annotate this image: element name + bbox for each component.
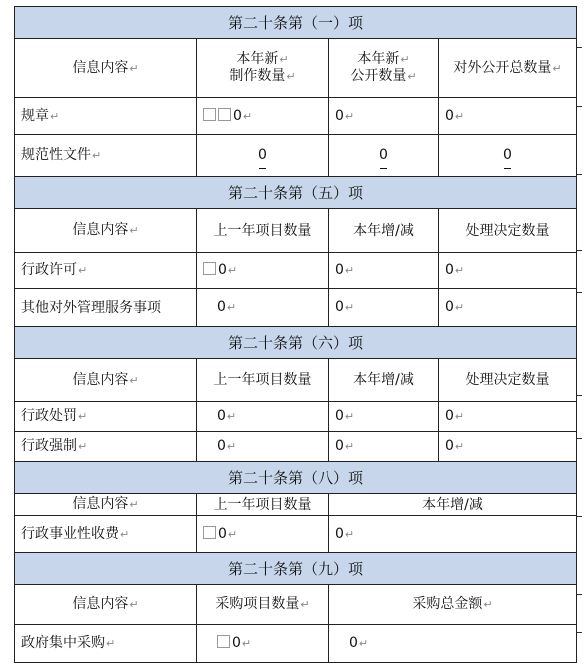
table-row <box>15 625 577 663</box>
row-end-mark <box>577 632 582 633</box>
column-header: 采购总金额↵ <box>329 585 577 625</box>
header-row <box>15 494 577 516</box>
table-row <box>15 402 577 432</box>
value-cell: 0↵ <box>439 98 577 135</box>
value-cell: 0↵ <box>197 402 329 432</box>
section-title: 第二十条第（八）项 <box>15 462 577 494</box>
row-end-mark <box>577 516 582 517</box>
column-header: 本年增/减 <box>329 209 439 253</box>
table-row <box>15 516 577 553</box>
column-header: 信息内容↵ <box>15 209 197 253</box>
column-header: 信息内容↵ <box>15 585 197 625</box>
column-header: 上一年项目数量 <box>197 359 329 402</box>
header-row <box>15 359 577 402</box>
section-header <box>15 177 577 209</box>
row-label: 行政处罚↵ <box>15 402 197 432</box>
column-header: 本年新↵ 制作数量↵ <box>197 39 329 98</box>
column-header: 本年新↵ 公开数量↵ <box>329 39 439 98</box>
value-cell: 0↵ <box>197 289 329 327</box>
row-end-mark <box>577 594 582 595</box>
row-label: 规章↵ <box>15 98 197 135</box>
value-cell: 0↵ <box>439 402 577 432</box>
column-header: 上一年项目数量 <box>197 494 329 516</box>
header-row <box>15 585 577 625</box>
row-label: 行政强制↵ <box>15 432 197 462</box>
checkbox-placeholder-icon <box>203 262 216 275</box>
value-cell: 0↵ <box>329 625 577 663</box>
column-header: 处理决定数量 <box>439 209 577 253</box>
row-label: 其他对外管理服务事项 <box>15 289 197 327</box>
value-cell: 0↵ <box>329 432 439 462</box>
value-cell: 0 <box>329 135 439 177</box>
column-header: 对外公开总数量↵ <box>439 39 577 98</box>
checkbox-placeholder-icon <box>203 108 216 121</box>
section-title: 第二十条第（九）项 <box>15 553 577 585</box>
column-header: 信息内容↵ <box>15 359 197 402</box>
row-end-mark <box>577 395 582 396</box>
column-header: 本年增/减 <box>329 359 439 402</box>
column-header: 处理决定数量 <box>439 359 577 402</box>
table-row <box>15 432 577 462</box>
value-cell: 0 <box>197 135 329 177</box>
value-cell: 0↵ <box>329 98 439 135</box>
header-row <box>15 39 577 98</box>
value-cell: 0↵ <box>197 253 329 289</box>
row-end-mark <box>577 47 582 48</box>
value-cell: 0↵ <box>197 432 329 462</box>
row-label: 政府集中采购↵ <box>15 625 197 663</box>
table-row <box>15 253 577 289</box>
value-cell: 0↵ <box>439 289 577 327</box>
column-header: 信息内容↵ <box>15 39 197 98</box>
value-cell: 0↵ <box>329 516 577 553</box>
row-end-mark <box>577 292 582 293</box>
value-cell: 0↵ <box>329 253 439 289</box>
column-header: 信息内容↵ <box>15 494 197 516</box>
value-cell: 0↵ <box>197 98 329 135</box>
value-cell: 0↵ <box>329 289 439 327</box>
row-label: 行政许可↵ <box>15 253 197 289</box>
value-cell: 0↵ <box>197 516 329 553</box>
row-end-mark <box>577 438 582 439</box>
section-header <box>15 7 577 39</box>
section-title: 第二十条第（五）项 <box>15 177 577 209</box>
column-header: 本年增/减 <box>329 494 577 516</box>
value-cell: 0↵ <box>439 253 577 289</box>
disclosure-statistics-document <box>14 6 576 663</box>
checkbox-placeholder-icon <box>203 526 216 539</box>
value-cell: 0 <box>439 135 577 177</box>
row-label: 行政事业性收费↵ <box>15 516 197 553</box>
table-row <box>15 98 577 135</box>
value-cell: 0↵ <box>329 402 439 432</box>
checkbox-placeholder-icon <box>217 635 230 648</box>
section-header <box>15 462 577 494</box>
checkbox-placeholder-icon <box>218 108 231 121</box>
section-title: 第二十条第（六）项 <box>15 327 577 359</box>
column-header: 上一年项目数量 <box>197 209 329 253</box>
value-cell: 0↵ <box>439 432 577 462</box>
row-label: 规范性文件↵ <box>15 135 197 177</box>
column-header: 采购项目数量↵ <box>197 585 329 625</box>
section-header <box>15 327 577 359</box>
section-header <box>15 553 577 585</box>
disclosure-statistics-table <box>14 6 577 663</box>
section-title: 第二十条第（一）项 <box>15 7 577 39</box>
row-end-mark <box>577 106 582 107</box>
row-end-mark <box>577 174 582 175</box>
table-row <box>15 289 577 327</box>
header-row <box>15 209 577 253</box>
row-end-mark <box>577 250 582 251</box>
value-cell: 0↵ <box>197 625 329 663</box>
table-row <box>15 135 577 177</box>
